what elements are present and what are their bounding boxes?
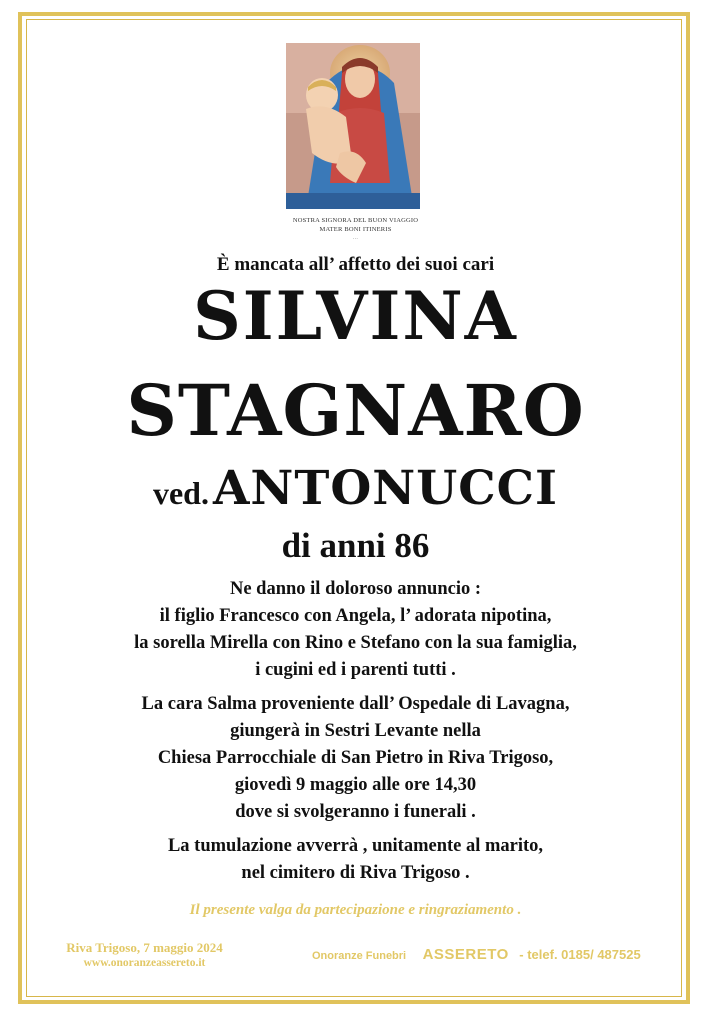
company-name: ASSERETO: [422, 946, 509, 963]
thanks-note: Il presente valga da partecipazione e ringraziamento .: [189, 902, 522, 918]
announcement-line: i cugini ed i parenti tutti .: [255, 660, 456, 680]
website: www.onoranzeassereto.it: [83, 957, 206, 969]
announcement-line: il figlio Francesco con Angela, l’ adorata nipotina,: [159, 606, 552, 626]
married-name: ANTONUCCI: [212, 461, 559, 516]
funeral-info-line: giovedì 9 maggio alle ore 14,30: [234, 775, 477, 795]
announcement-line: Ne danno il doloroso annuncio :: [229, 579, 481, 599]
image-caption-subtitle: MATER BONI ITINERIS: [319, 226, 392, 233]
married-name-line: [0, 461, 711, 516]
funeral-info-line: giungerà in Sestri Levante nella: [230, 721, 481, 741]
image-caption-title: NOSTRA SIGNORA DEL BUON VIAGGIO: [292, 217, 419, 224]
image-caption-extra: ...: [352, 234, 359, 241]
intro-text: È mancata all’ affetto dei suoi cari: [216, 254, 495, 275]
burial-info-line: La tumulazione avverrà , unitamente al marito,: [167, 836, 544, 856]
funeral-home-info: [312, 946, 641, 964]
funeral-info-line: La cara Salma proveniente dall’ Ospedale di Lavagna,: [141, 694, 570, 714]
madonna-image: [286, 43, 420, 209]
funeral-info-line: Chiesa Parrocchiale di San Pietro in Riva Trigoso,: [157, 748, 554, 768]
first-name: SILVINA: [193, 277, 518, 355]
announcement-line: la sorella Mirella con Rino e Stefano con la sua famiglia,: [134, 633, 577, 653]
phone-number: - telef. 0185/ 487525: [519, 947, 641, 962]
place-date: Riva Trigoso, 7 maggio 2024: [66, 940, 223, 955]
widow-prefix: ved.: [152, 475, 209, 511]
company-prefix: Onoranze Funebri: [312, 950, 407, 962]
funeral-info-line: dove si svolgeranno i funerali .: [235, 802, 476, 822]
burial-info-line: nel cimitero di Riva Trigoso .: [241, 863, 470, 883]
age: di anni 86: [281, 526, 430, 565]
surname: STAGNARO: [126, 369, 585, 452]
